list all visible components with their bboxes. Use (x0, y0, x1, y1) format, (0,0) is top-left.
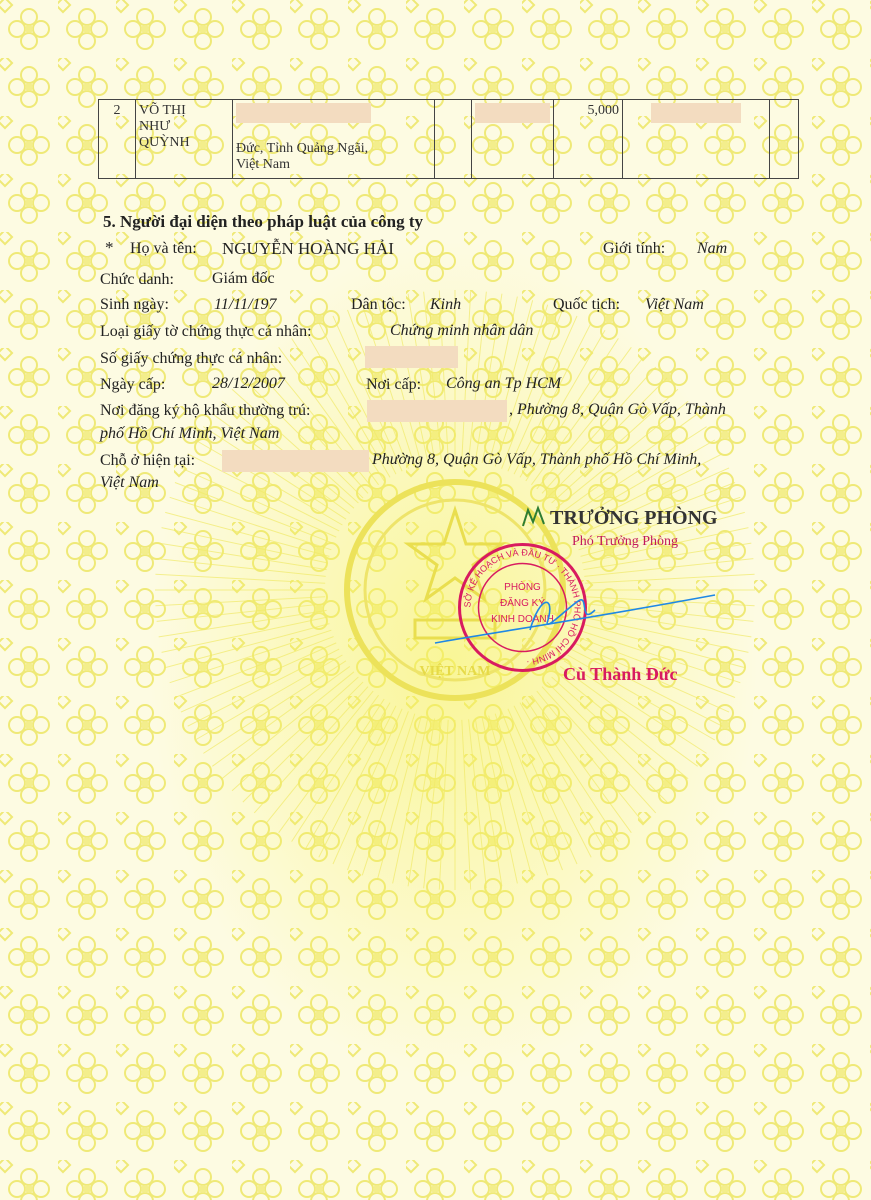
member-name-line: VÕ THỊ (139, 103, 186, 118)
redacted-cell (472, 100, 554, 179)
position-value: Giám đốc (212, 270, 275, 287)
stamp-ring-text: SỞ KẾ HOẠCH VÀ ĐẦU TƯ · THÀNH PHỐ HỒ CHÍ MINH · (462, 547, 583, 668)
position-label: Chức danh: (100, 271, 174, 288)
nationality-value: Việt Nam (645, 296, 704, 313)
current-address-line2: Việt Nam (100, 474, 159, 491)
emblem-text: VIỆT NAM (419, 664, 491, 679)
address-line: Việt Nam (236, 157, 290, 172)
redaction-block (651, 103, 741, 123)
handwritten-signature (430, 575, 720, 655)
signer-name: Cù Thành Đức (563, 664, 678, 684)
id-type-value: Chứng minh nhân dân (390, 322, 534, 339)
member-name-line: NHƯ (139, 119, 171, 134)
gender-label: Giới tính: (603, 240, 666, 257)
bullet: * (105, 238, 114, 257)
amount-cell: 5,000 (554, 100, 623, 179)
issue-date-label: Ngày cấp: (100, 376, 166, 393)
issue-place-label: Nơi cấp: (366, 376, 422, 393)
stamp-center-line: ĐĂNG KÝ (499, 598, 546, 609)
permanent-address-line2: phố Hồ Chí Minh, Việt Nam (100, 425, 280, 442)
id-type-label: Loại giấy tờ chứng thực cá nhân: (100, 323, 312, 340)
dob-value: 11/11/197 (214, 296, 277, 313)
redaction-block (222, 450, 369, 472)
shareholder-table (98, 99, 799, 179)
redaction-block (236, 103, 371, 123)
blank-cell (435, 100, 472, 179)
initial-mark (520, 504, 550, 530)
issue-date-value: 28/12/2007 (212, 375, 285, 392)
table-row (99, 100, 799, 179)
permanent-address-line1: , Phường 8, Quận Gò Vấp, Thành (509, 401, 726, 418)
issue-place-value: Công an Tp HCM (446, 375, 562, 392)
dob-label: Sinh ngày: (100, 296, 169, 313)
name-label: Họ và tên: (130, 240, 197, 257)
address-cell (233, 100, 435, 179)
deputy-title: Phó Trưởng Phòng (572, 534, 679, 549)
gender-value: Nam (697, 240, 728, 257)
ethnicity-label: Dân tộc: (351, 296, 406, 313)
redaction-block (365, 346, 458, 368)
name-value: NGUYỄN HOÀNG HẢI (222, 239, 394, 258)
address-line: Đức, Tỉnh Quảng Ngãi, (236, 141, 369, 156)
permanent-address-label: Nơi đăng ký hộ khẩu thường trú: (100, 402, 311, 419)
current-address-line1: Phường 8, Quận Gò Vấp, Thành phố Hồ Chí Minh, (372, 451, 702, 468)
row-index: 2 (99, 100, 136, 179)
ethnicity-value: Kinh (430, 296, 462, 313)
redaction-block (367, 400, 507, 422)
redacted-cell (623, 100, 770, 179)
id-number-label: Số giấy chứng thực cá nhân: (100, 350, 283, 367)
redaction-block (475, 103, 550, 123)
member-name-cell (136, 100, 233, 179)
current-address-label: Chỗ ở hiện tại: (100, 452, 196, 469)
stamp-center-line: KINH DOANH (491, 614, 554, 625)
member-name-line: QUỲNH (139, 135, 190, 150)
blank-cell (770, 100, 799, 179)
section-heading: 5. Người đại diện theo pháp luật của công ty (103, 212, 423, 231)
stamp-center-line: PHÒNG (504, 582, 541, 593)
signature-title: TRƯỞNG PHÒNG (550, 507, 718, 529)
nationality-label: Quốc tịch: (553, 296, 621, 313)
